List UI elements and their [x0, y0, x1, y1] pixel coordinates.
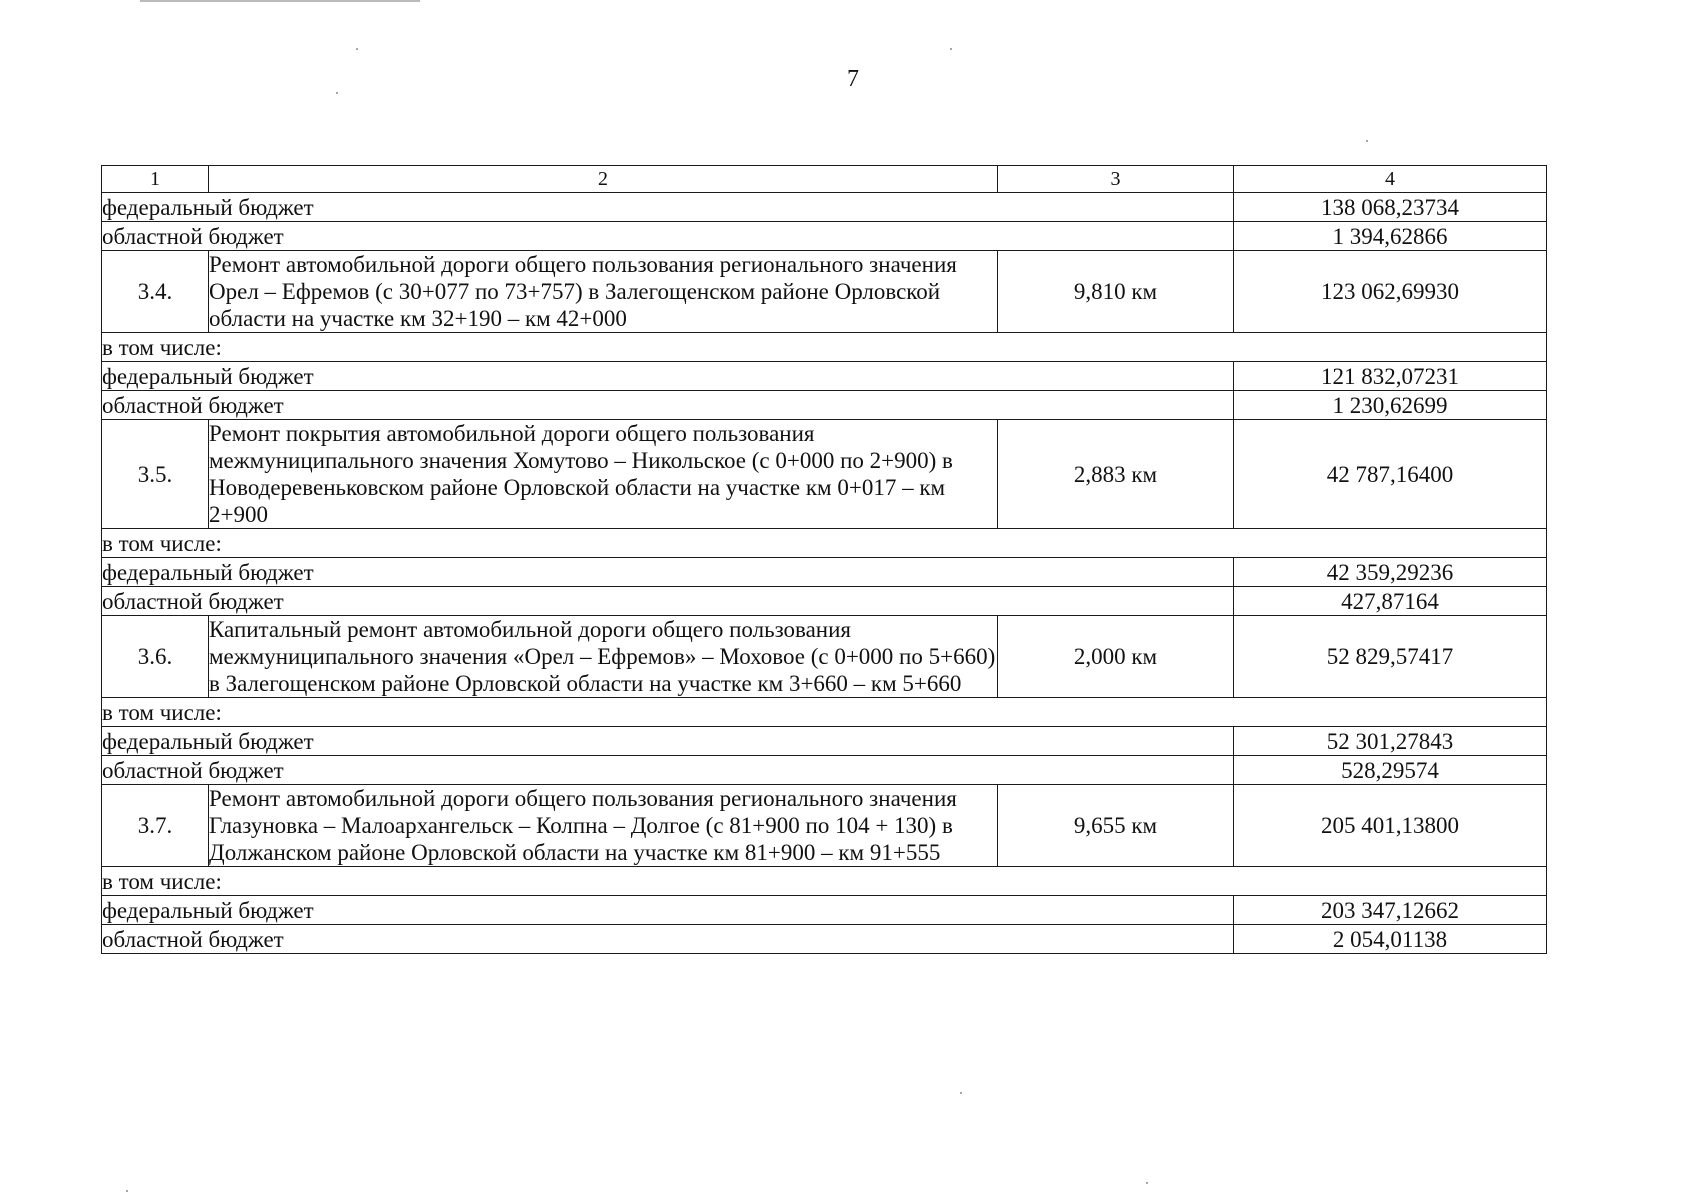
- item-total-amount: 52 829,57417: [1234, 616, 1547, 698]
- federal-budget-amount: 52 301,27843: [1234, 727, 1547, 756]
- federal-budget-amount: 42 359,29236: [1234, 558, 1547, 587]
- scan-speck: [960, 1092, 962, 1094]
- item-total-amount: 123 062,69930: [1234, 251, 1547, 333]
- column-header-2: 2: [209, 166, 998, 193]
- regional-budget-label: областной бюджет: [102, 925, 1234, 954]
- item-description: Ремонт автомобильной дороги общего пользования регионального значения Глазуновка – Малоархангельск – Колпна – Долгое (с 81+900 по 104 + 130) в Должанском районе Орловской области на участке км 81+900 – км 91+555: [209, 785, 998, 867]
- federal-budget-label: федеральный бюджет: [102, 362, 1234, 391]
- including-row: [102, 529, 1547, 558]
- federal-budget-label: федеральный бюджет: [102, 558, 1234, 587]
- regional-budget-row: [102, 756, 1547, 785]
- scan-speck: [1366, 140, 1368, 142]
- column-header-3: 3: [998, 166, 1234, 193]
- federal-budget-amount: 203 347,12662: [1234, 896, 1547, 925]
- including-row: [102, 867, 1547, 896]
- federal-budget-label: федеральный бюджет: [102, 896, 1234, 925]
- regional-budget-amount: 528,29574: [1234, 756, 1547, 785]
- column-number-header-row: [102, 166, 1547, 193]
- road-item-row: [102, 616, 1547, 698]
- including-label: в том числе:: [102, 529, 1547, 558]
- regional-budget-row: [102, 925, 1547, 954]
- including-row: [102, 698, 1547, 727]
- including-row: [102, 333, 1547, 362]
- regional-budget-label: областной бюджет: [102, 391, 1234, 420]
- road-item-row: [102, 420, 1547, 529]
- item-length: 9,810 км: [998, 251, 1234, 333]
- item-total-amount: 205 401,13800: [1234, 785, 1547, 867]
- scan-speck: [950, 48, 952, 50]
- scan-speck: [1146, 1182, 1148, 1184]
- regional-budget-row: [102, 222, 1547, 251]
- federal-budget-row: [102, 727, 1547, 756]
- federal-budget-amount: 121 832,07231: [1234, 362, 1547, 391]
- regional-budget-amount: 427,87164: [1234, 587, 1547, 616]
- item-number: 3.5.: [102, 420, 209, 529]
- item-length: 2,883 км: [998, 420, 1234, 529]
- column-header-1: 1: [102, 166, 209, 193]
- regional-budget-label: областной бюджет: [102, 756, 1234, 785]
- item-description: Ремонт автомобильной дороги общего пользования регионального значения Орел – Ефремов (с 30+077 по 73+757) в Залегощенском районе Орловской области на участке км 32+190 – км 42+000: [209, 251, 998, 333]
- federal-budget-row: [102, 193, 1547, 222]
- item-number: 3.6.: [102, 616, 209, 698]
- regional-budget-amount: 2 054,01138: [1234, 925, 1547, 954]
- regional-budget-row: [102, 587, 1547, 616]
- including-label: в том числе:: [102, 867, 1547, 896]
- item-total-amount: 42 787,16400: [1234, 420, 1547, 529]
- scan-speck: [336, 92, 338, 94]
- scan-artifact-line: [140, 0, 420, 2]
- regional-budget-amount: 1 230,62699: [1234, 391, 1547, 420]
- road-repair-budget-table: [101, 165, 1547, 954]
- regional-budget-row: [102, 391, 1547, 420]
- including-label: в том числе:: [102, 698, 1547, 727]
- regional-budget-label: областной бюджет: [102, 587, 1234, 616]
- including-label: в том числе:: [102, 333, 1547, 362]
- regional-budget-amount: 1 394,62866: [1234, 222, 1547, 251]
- item-length: 2,000 км: [998, 616, 1234, 698]
- federal-budget-row: [102, 362, 1547, 391]
- scan-speck: [356, 48, 358, 50]
- federal-budget-label: федеральный бюджет: [102, 193, 1234, 222]
- page-number: 7: [847, 66, 859, 92]
- federal-budget-row: [102, 558, 1547, 587]
- column-header-4: 4: [1234, 166, 1547, 193]
- item-description: Ремонт покрытия автомобильной дороги общего пользования межмуниципального значения Хомутово – Никольское (с 0+000 по 2+900) в Новодеревеньковском районе Орловской области на участке км 0+017 – км 2+900: [209, 420, 998, 529]
- federal-budget-label: федеральный бюджет: [102, 727, 1234, 756]
- road-item-row: [102, 251, 1547, 333]
- road-item-row: [102, 785, 1547, 867]
- item-number: 3.7.: [102, 785, 209, 867]
- item-number: 3.4.: [102, 251, 209, 333]
- item-description: Капитальный ремонт автомобильной дороги общего пользования межмуниципального значения «Орел – Ефремов» – Моховое (с 0+000 по 5+660) в Залегощенском районе Орловской области на участке км 3+660 – км 5+660: [209, 616, 998, 698]
- federal-budget-amount: 138 068,23734: [1234, 193, 1547, 222]
- regional-budget-label: областной бюджет: [102, 222, 1234, 251]
- federal-budget-row: [102, 896, 1547, 925]
- item-length: 9,655 км: [998, 785, 1234, 867]
- scan-speck: [126, 1190, 128, 1192]
